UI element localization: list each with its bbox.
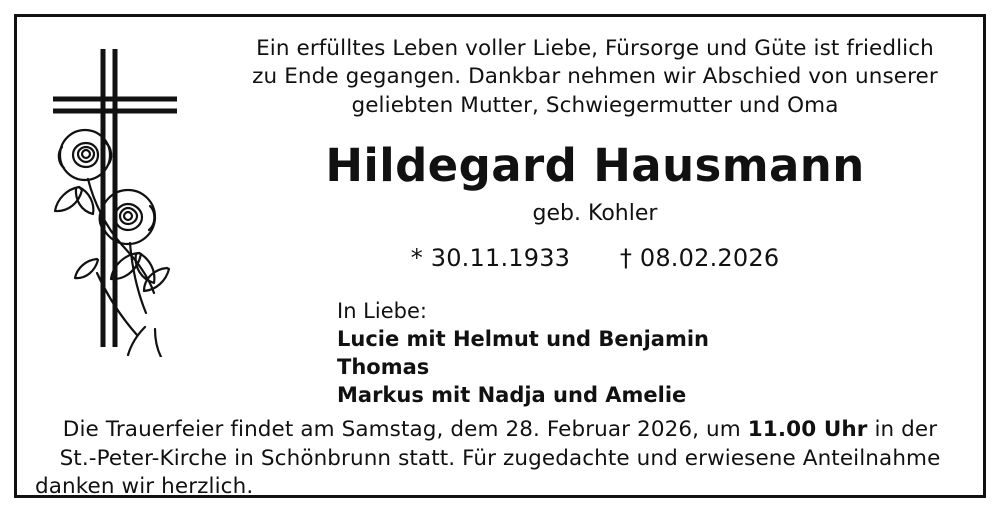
notice-border [14,14,986,498]
ceremony-line-1-pre: Die Trauerfeier findet am Samstag, dem 28. Februar 2026, um [62,417,748,443]
life-dates [225,244,965,272]
intro-line-1: Ein erfülltes Leben voller Liebe, Fürsorge und Güte ist friedlich [256,36,934,61]
family-names [337,326,965,410]
ceremony-time: 11.00 Uhr [747,417,868,443]
maiden-name: geb. Kohler [532,201,658,227]
intro-text [225,35,965,120]
notice-upper-section [35,27,965,410]
ceremony-line-2: St.-Peter-Kirche in Schönbrunn statt. Für zugedachte und erwiesene Anteilnahme [59,445,941,471]
deceased-name: Hildegard Hausmann [325,139,865,193]
family-name-1: Lucie mit Helmut und Benjamin [337,327,710,352]
ceremony-line-1-post: in der [867,417,938,443]
family-lead: In Liebe: [337,299,427,324]
family-name-2: Thomas [337,355,430,380]
ceremony-line-3: danken wir herzlich. [35,474,254,500]
family-name-3: Markus mit Nadja und Amelie [337,383,687,408]
intro-line-2: zu Ende gegangen. Dankbar nehmen wir Abschied von unserer [252,64,938,90]
death-date: † 08.02.2026 [619,244,780,273]
cross-with-roses-icon [35,27,225,357]
family-block [225,298,965,410]
ceremony-paragraph [35,416,965,502]
ceremony-line-1 [35,416,965,445]
intro-line-3: geliebten Mutter, Schwiegermutter und Oma [351,92,839,118]
notice-text-block [225,27,965,410]
birth-date: * 30.11.1933 [410,244,571,273]
